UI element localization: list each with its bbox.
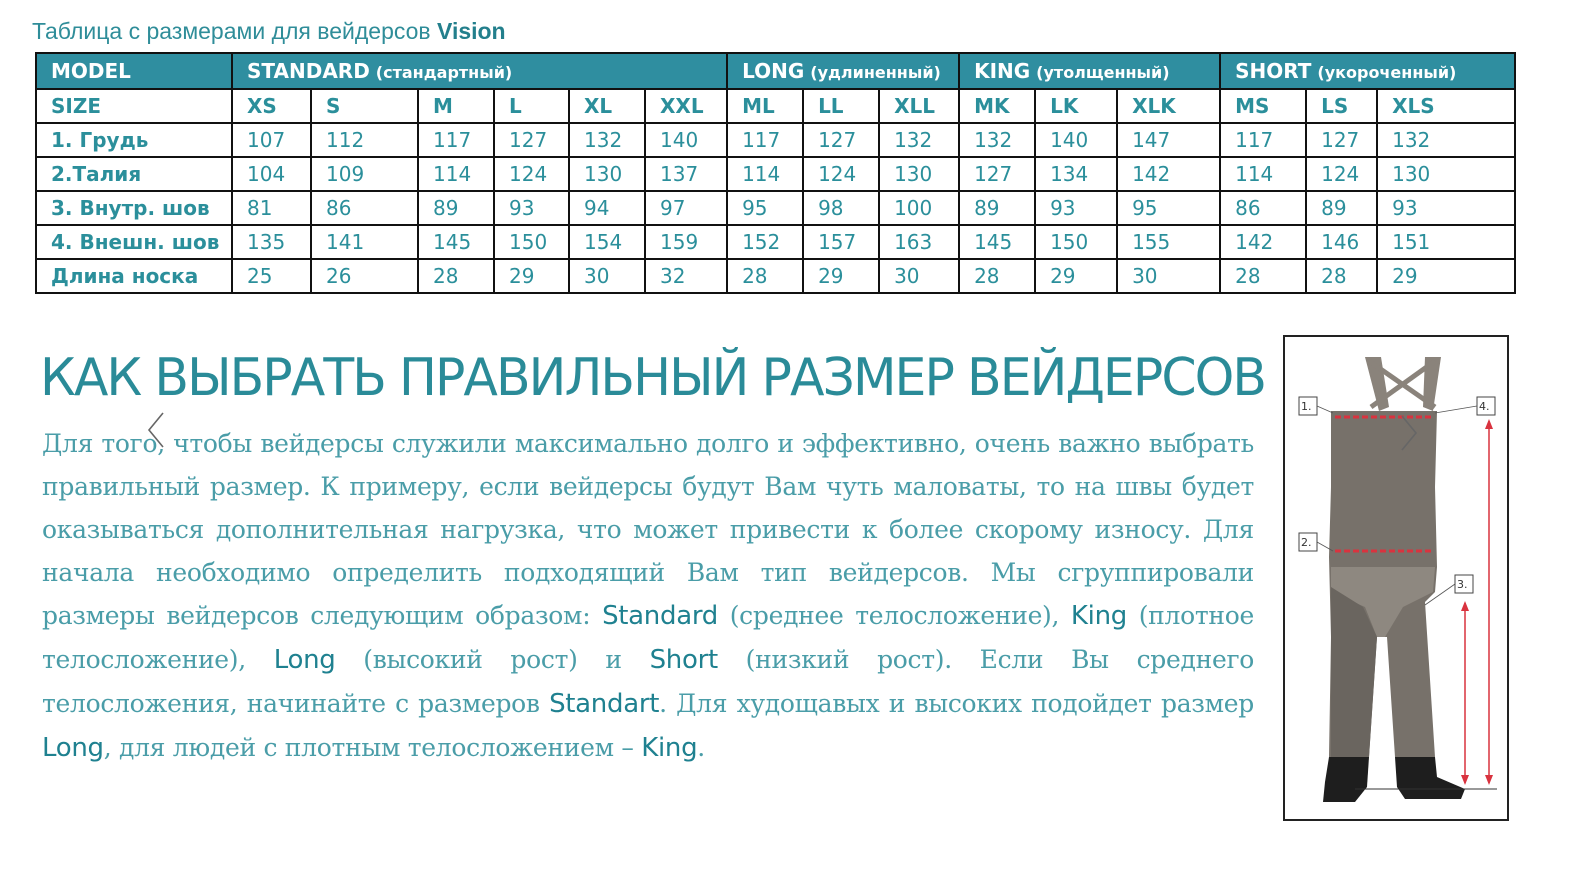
table-cell: 132 [879, 123, 959, 157]
table-cell: 147 [1117, 123, 1220, 157]
table-cell: 117 [1220, 123, 1306, 157]
table-cell: 114 [727, 157, 803, 191]
table-caption [32, 18, 506, 45]
size-cell: MK [959, 89, 1035, 123]
table-cell: 30 [879, 259, 959, 293]
wader-measurement-figure [1283, 335, 1509, 821]
size-cell: XXL [645, 89, 727, 123]
table-cell: 28 [1306, 259, 1377, 293]
table-cell: 95 [727, 191, 803, 225]
carousel-next-button[interactable] [1398, 413, 1420, 453]
group-long: LONG (удлиненный) [727, 53, 959, 89]
size-label: SIZE [36, 89, 232, 123]
table-cell: 28 [1220, 259, 1306, 293]
table-header-row [36, 53, 1515, 89]
table-cell: 28 [418, 259, 494, 293]
marker-3-label: 3. [1457, 578, 1468, 591]
table-cell: 93 [494, 191, 569, 225]
table-cell: 154 [569, 225, 645, 259]
table-row [36, 259, 1515, 293]
table-cell: 127 [494, 123, 569, 157]
table-cell: 30 [1117, 259, 1220, 293]
table-cell: 163 [879, 225, 959, 259]
table-cell: 150 [1035, 225, 1117, 259]
carousel-prev-button[interactable] [145, 410, 167, 450]
table-cell: 130 [1377, 157, 1515, 191]
table-cell: 150 [494, 225, 569, 259]
table-cell: 142 [1117, 157, 1220, 191]
table-cell: 29 [1035, 259, 1117, 293]
group-standard: STANDARD (стандартный) [232, 53, 727, 89]
table-cell: 134 [1035, 157, 1117, 191]
keyword-long-2: Long [42, 733, 104, 763]
table-cell: 145 [959, 225, 1035, 259]
table-cell: 29 [803, 259, 879, 293]
table-cell: 124 [1306, 157, 1377, 191]
model-header: MODEL [36, 53, 232, 89]
table-cell: 140 [645, 123, 727, 157]
table-cell: 89 [1306, 191, 1377, 225]
size-cell: XL [569, 89, 645, 123]
table-cell: 114 [1220, 157, 1306, 191]
keyword-king: King [1070, 601, 1127, 631]
size-cell: LK [1035, 89, 1117, 123]
table-cell: 100 [879, 191, 959, 225]
keyword-short: Short [649, 645, 718, 675]
table-cell: 29 [1377, 259, 1515, 293]
table-cell: 89 [959, 191, 1035, 225]
table-cell: 137 [645, 157, 727, 191]
chevron-right-icon [1398, 413, 1420, 453]
table-cell: 157 [803, 225, 879, 259]
table-cell: 132 [1377, 123, 1515, 157]
size-cell: S [311, 89, 418, 123]
marker-2-label: 2. [1301, 536, 1312, 549]
caption-brand: Vision [437, 18, 506, 44]
row-label: Длина носка [36, 259, 232, 293]
table-cell: 152 [727, 225, 803, 259]
table-cell: 141 [311, 225, 418, 259]
table-cell: 28 [727, 259, 803, 293]
table-cell: 142 [1220, 225, 1306, 259]
table-cell: 130 [879, 157, 959, 191]
table-cell: 86 [1220, 191, 1306, 225]
table-cell: 29 [494, 259, 569, 293]
table-cell: 127 [959, 157, 1035, 191]
size-cell: LL [803, 89, 879, 123]
table-cell: 93 [1035, 191, 1117, 225]
article-body: Для того, чтобы вейдерсы служили максимально долго и эффективно, очень важно выбрать правильный размер. К примеру, если вейдерсы будут Вам чуть маловаты, то на швы будет оказываться дополнительная нагрузка, что может привести к более скорому износу. Для начала необходимо определить подходящий Вам тип вейдерсов. Мы сгруппировали размеры вейдерсов следующим образом: Standard (среднее телосложение), King (плотное телосложение), Long (высокий рост) и Short (низкий рост). Если Вы среднего телосложения, начинайте с размеров Standart. Для худощавых и высоких подойдет размер Long, для людей с плотным телосложением – King. [42, 429, 1254, 763]
table-cell: 159 [645, 225, 727, 259]
table-cell: 117 [727, 123, 803, 157]
table-cell: 28 [959, 259, 1035, 293]
row-label: 4. Внешн. шов [36, 225, 232, 259]
size-cell: ML [727, 89, 803, 123]
table-cell: 145 [418, 225, 494, 259]
table-cell: 155 [1117, 225, 1220, 259]
table-cell: 140 [1035, 123, 1117, 157]
table-row [36, 123, 1515, 157]
size-cell: L [494, 89, 569, 123]
size-table [35, 52, 1516, 294]
table-cell: 124 [494, 157, 569, 191]
table-cell: 97 [645, 191, 727, 225]
size-cell: LS [1306, 89, 1377, 123]
table-cell: 112 [311, 123, 418, 157]
size-row [36, 89, 1515, 123]
table-cell: 135 [232, 225, 311, 259]
caption-text: Таблица с размерами для вейдерсов [32, 18, 438, 44]
table-cell: 98 [803, 191, 879, 225]
article-heading: КАК ВЫБРАТЬ ПРАВИЛЬНЫЙ РАЗМЕР ВЕЙДЕРСОВ [40, 348, 1266, 408]
row-label: 1. Грудь [36, 123, 232, 157]
chevron-left-icon [145, 410, 167, 450]
table-cell: 89 [418, 191, 494, 225]
table-cell: 124 [803, 157, 879, 191]
table-cell: 93 [1377, 191, 1515, 225]
table-cell: 95 [1117, 191, 1220, 225]
table-cell: 86 [311, 191, 418, 225]
table-cell: 130 [569, 157, 645, 191]
keyword-long: Long [273, 645, 336, 675]
size-cell: XS [232, 89, 311, 123]
table-cell: 32 [645, 259, 727, 293]
table-cell: 26 [311, 259, 418, 293]
keyword-standart: Standart [549, 689, 660, 719]
table-cell: 127 [803, 123, 879, 157]
size-cell: XLL [879, 89, 959, 123]
size-cell: MS [1220, 89, 1306, 123]
size-cell: M [418, 89, 494, 123]
table-cell: 81 [232, 191, 311, 225]
size-cell: XLK [1117, 89, 1220, 123]
table-cell: 132 [959, 123, 1035, 157]
table-row [36, 225, 1515, 259]
group-short: SHORT (укороченный) [1220, 53, 1515, 89]
marker-1-label: 1. [1301, 400, 1312, 413]
table-cell: 146 [1306, 225, 1377, 259]
size-cell: XLS [1377, 89, 1515, 123]
table-cell: 109 [311, 157, 418, 191]
row-label: 2.Талия [36, 157, 232, 191]
table-cell: 114 [418, 157, 494, 191]
keyword-king-2: King [641, 733, 698, 763]
table-cell: 30 [569, 259, 645, 293]
table-cell: 117 [418, 123, 494, 157]
group-king: KING (утолщенный) [959, 53, 1220, 89]
table-cell: 94 [569, 191, 645, 225]
table-cell: 104 [232, 157, 311, 191]
table-cell: 132 [569, 123, 645, 157]
table-cell: 151 [1377, 225, 1515, 259]
table-row [36, 157, 1515, 191]
marker-4-label: 4. [1479, 400, 1490, 413]
row-label: 3. Внутр. шов [36, 191, 232, 225]
table-cell: 127 [1306, 123, 1377, 157]
wader-diagram [1285, 337, 1507, 819]
keyword-standard: Standard [602, 601, 718, 631]
table-cell: 107 [232, 123, 311, 157]
table-cell: 25 [232, 259, 311, 293]
table-row [36, 191, 1515, 225]
